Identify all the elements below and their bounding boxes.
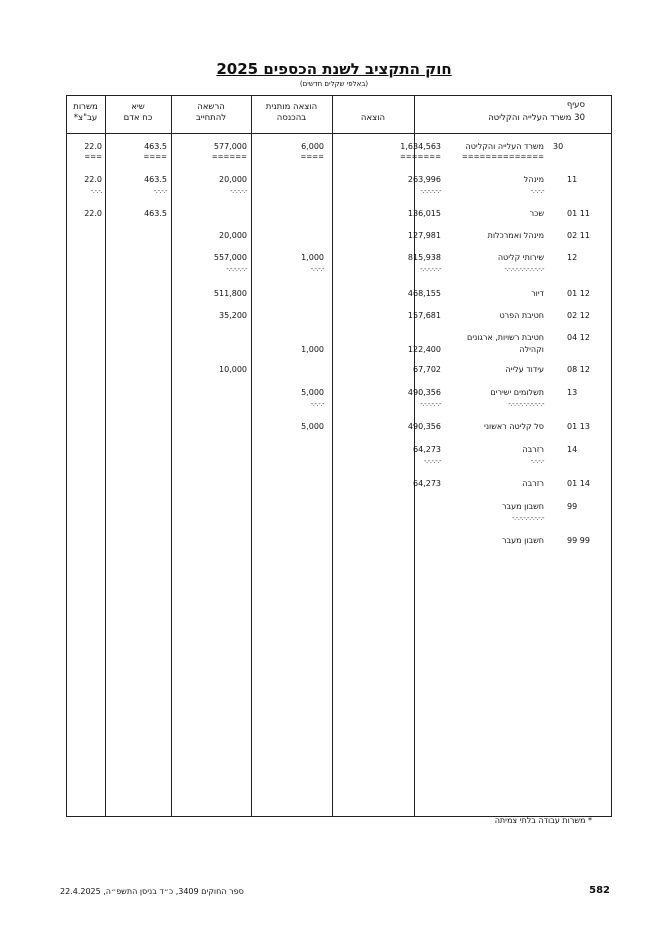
row-name-underline: ============== <box>461 153 544 161</box>
row-expense: 157,681 <box>407 311 441 320</box>
row-expense: 136,015 <box>407 209 441 218</box>
row-expense: 127,981 <box>407 231 441 240</box>
row-conditional: 1,000 <box>301 253 324 262</box>
row-positions: 22.0 <box>84 142 102 151</box>
row-name-line2: וקהילה <box>519 345 544 354</box>
row-conditional-underline: ==== <box>300 153 324 161</box>
header-commitment-2: להתחייב <box>195 113 227 123</box>
row-expense: 815,938 <box>407 253 441 262</box>
row-commitment: 557,000 <box>213 253 247 262</box>
column-divider <box>414 95 415 817</box>
publication-info: ספר החוקים 3409, כ״ד בניסן התשפ״ה, 22.4.2025 <box>60 887 244 896</box>
header-conditional-1: הוצאה מותנית <box>265 102 318 112</box>
row-conditional: 6,000 <box>301 142 324 151</box>
header-positions-2: עב"צ* <box>73 113 98 123</box>
row-expense-underline: -.-.-.-.-.- <box>420 400 441 408</box>
row-expense: 122,400 <box>407 345 441 354</box>
header-positions-1: משרות <box>73 102 98 112</box>
row-code: 02 12 <box>567 311 590 320</box>
header-ministry: 30 משרד העלייה והקליטה <box>488 113 585 123</box>
row-name: שכר <box>529 209 544 218</box>
row-code: 01 11 <box>567 209 590 218</box>
row-commitment: 20,000 <box>219 231 247 240</box>
row-name-underline: -.-.-.- <box>530 187 544 195</box>
row-code: 01 12 <box>567 289 590 298</box>
row-commitment: 35,200 <box>219 311 247 320</box>
header-expense: הוצאה <box>360 113 386 123</box>
row-expense-underline: ======= <box>399 153 441 161</box>
page-subtitle: (באלפי שקלים חדשים) <box>299 80 369 88</box>
column-divider <box>105 95 106 817</box>
row-expense-underline: -.-.-.-.- <box>423 457 441 465</box>
header-conditional-2: בהכנסה <box>276 113 307 123</box>
row-expense: 1,634,563 <box>400 142 441 151</box>
row-manpower-underline: ==== <box>143 153 167 161</box>
row-code: 99 <box>567 502 578 511</box>
row-name-underline: -.-.-.- <box>530 457 544 465</box>
row-positions: 22.0 <box>84 175 102 184</box>
header-divider <box>66 133 612 134</box>
row-expense-underline: -.-.-.-.-.- <box>420 187 441 195</box>
column-divider <box>171 95 172 817</box>
row-conditional-underline: -.-.-.- <box>310 265 324 273</box>
row-code: 14 <box>567 445 578 454</box>
row-code: 01 13 <box>567 422 590 431</box>
row-commitment: 20,000 <box>219 175 247 184</box>
row-name: חשבון מעבר <box>501 502 544 511</box>
row-name: מינהל ואמרכלות <box>487 231 544 240</box>
row-code: 01 14 <box>567 479 590 488</box>
row-code: 02 11 <box>567 231 590 240</box>
row-positions: 22.0 <box>84 209 102 218</box>
row-name: תשלומים ישירים <box>490 388 544 397</box>
row-name: סל קליטה ראשוני <box>484 422 544 431</box>
row-manpower: 463.5 <box>144 142 167 151</box>
row-manpower: 463.5 <box>144 175 167 184</box>
row-name: חשבון מעבר <box>501 536 544 545</box>
row-code: 04 12 <box>567 333 590 342</box>
header-code: סעיף <box>566 100 585 110</box>
row-conditional-underline: -.-.-.- <box>310 400 324 408</box>
row-code: 12 <box>567 253 578 262</box>
row-code: 11 <box>567 175 578 184</box>
row-expense-underline: -.-.-.-.-.- <box>420 265 441 273</box>
row-commitment: 10,000 <box>219 365 247 374</box>
row-code: 08 12 <box>567 365 590 374</box>
row-name: חטיבת הפרט <box>499 311 544 320</box>
row-expense: 67,702 <box>413 365 441 374</box>
row-commitment-underline: ====== <box>211 153 247 161</box>
row-expense: 490,356 <box>407 422 441 431</box>
row-name: שירותי קליטה <box>497 253 544 262</box>
row-commitment: 511,800 <box>213 289 247 298</box>
row-conditional: 5,000 <box>301 388 324 397</box>
row-name-underline: -.-.-.-.-.-.-.-.-.- <box>508 400 544 408</box>
row-name-underline: -.-.-.-.-.-.-.-.- <box>511 514 544 522</box>
row-manpower-underline: -.-.-.- <box>153 187 167 195</box>
row-expense: 64,273 <box>413 445 441 454</box>
header-commitment-1: הרשאה <box>197 102 225 112</box>
row-name: עידוד עלייה <box>505 365 544 374</box>
row-positions-underline: -.-.-. <box>90 187 102 195</box>
row-name: מינהל <box>523 175 544 184</box>
row-name-underline: -.-.-.-.-.-.-.-.-.-.- <box>504 265 544 273</box>
row-name: רזרבה <box>522 479 544 488</box>
page-title: חוק התקציב לשנת הכספים 2025 <box>216 60 452 78</box>
row-commitment-underline: -.-.-.-.-.- <box>226 265 247 273</box>
footnote: * משרות עבודה בלתי צמיתה <box>494 816 592 825</box>
row-commitment-underline: -.-.-.-.- <box>229 187 247 195</box>
row-conditional: 5,000 <box>301 422 324 431</box>
column-divider <box>251 95 252 817</box>
row-expense: 263,996 <box>407 175 441 184</box>
row-name: דיור <box>531 289 544 298</box>
page-number: 582 <box>589 885 610 896</box>
row-code: 99 99 <box>567 536 590 545</box>
column-divider <box>332 95 333 817</box>
row-name: משרד העלייה והקליטה <box>465 142 544 151</box>
row-commitment: 577,000 <box>213 142 247 151</box>
row-positions-underline: === <box>84 153 102 161</box>
row-name: רזרבה <box>522 445 544 454</box>
row-expense: 468,155 <box>407 289 441 298</box>
row-code: 13 <box>567 388 578 397</box>
header-manpower-1: שיא <box>131 102 145 112</box>
row-expense: 490,356 <box>407 388 441 397</box>
row-manpower: 463.5 <box>144 209 167 218</box>
row-code: 30 <box>553 142 564 151</box>
row-expense: 64,273 <box>413 479 441 488</box>
row-name: חטיבת רשויות, ארגונים <box>467 333 544 342</box>
header-manpower-2: כח אדם <box>123 113 153 123</box>
row-conditional: 1,000 <box>301 345 324 354</box>
